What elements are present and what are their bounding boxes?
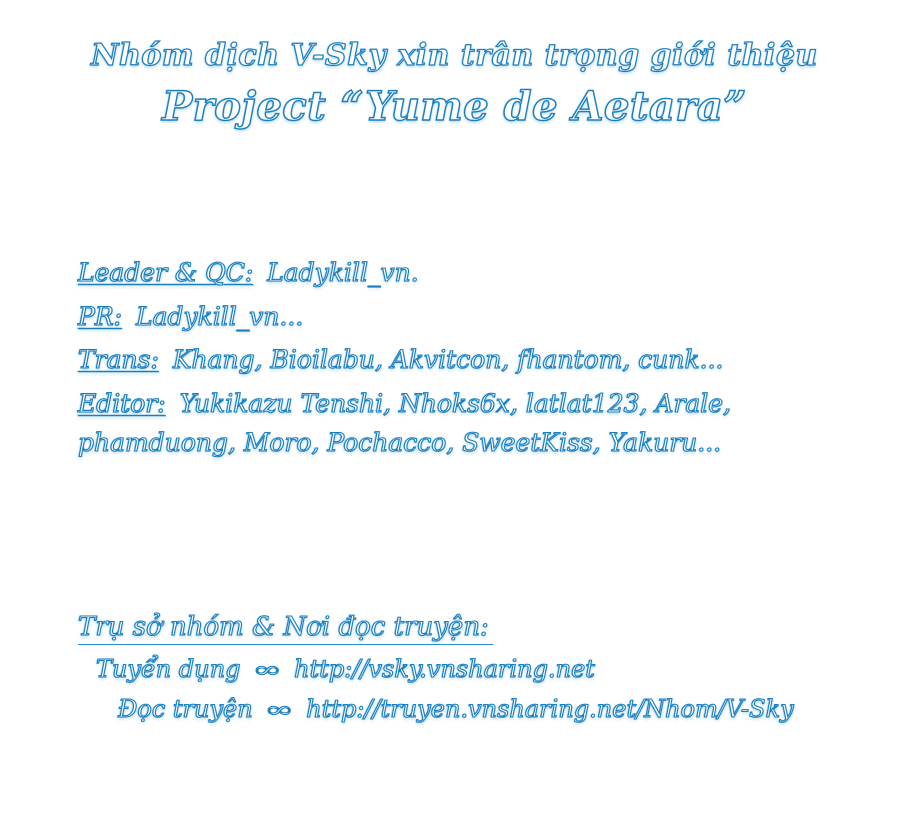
- credit-label: Editor:: [78, 388, 166, 418]
- page-title: Project “Yume de Aetara”: [162, 83, 747, 130]
- credit-continuation: phamduong, Moro, Pochacco, SweetKiss, Yakuru...: [78, 428, 722, 457]
- swirl-ornament-icon: ∞: [264, 698, 295, 723]
- credit-value: Yukikazu Tenshi, Nhoks6x, latlat123, Arale,: [179, 388, 732, 418]
- link-url[interactable]: http://vsky.vnsharing.net: [294, 655, 595, 683]
- credit-value: Ladykill_vn...: [136, 301, 304, 331]
- credit-value: Ladykill_vn.: [267, 258, 419, 287]
- swirl-ornament-icon: ∞: [252, 658, 282, 683]
- links-section-title: Trụ sở nhóm & Nơi đọc truyện:: [78, 612, 493, 645]
- link-row-recruit: [78, 655, 908, 683]
- credit-row: [78, 389, 878, 419]
- credits-list: [78, 258, 878, 473]
- links-section: [78, 612, 908, 723]
- credit-label: Leader & QC:: [78, 258, 254, 287]
- link-label: Tuyển dụng: [96, 655, 241, 683]
- credit-label: PR:: [78, 301, 123, 331]
- link-row-read: [78, 695, 908, 723]
- page-header: [0, 38, 909, 130]
- credit-row: [78, 302, 878, 332]
- link-label: Đọc truyện: [118, 695, 253, 723]
- credit-label: Trans:: [78, 345, 159, 374]
- credit-value: Khang, Bioilabu, Akvitcon, fhantom, cunk...: [172, 345, 724, 374]
- credit-row: [78, 345, 878, 375]
- credit-row: [78, 258, 878, 288]
- header-intro-line: Nhóm dịch V-Sky xin trân trọng giới thiệu: [91, 38, 818, 73]
- link-url[interactable]: http://truyen.vnsharing.net/Nhom/V-Sky: [306, 695, 794, 723]
